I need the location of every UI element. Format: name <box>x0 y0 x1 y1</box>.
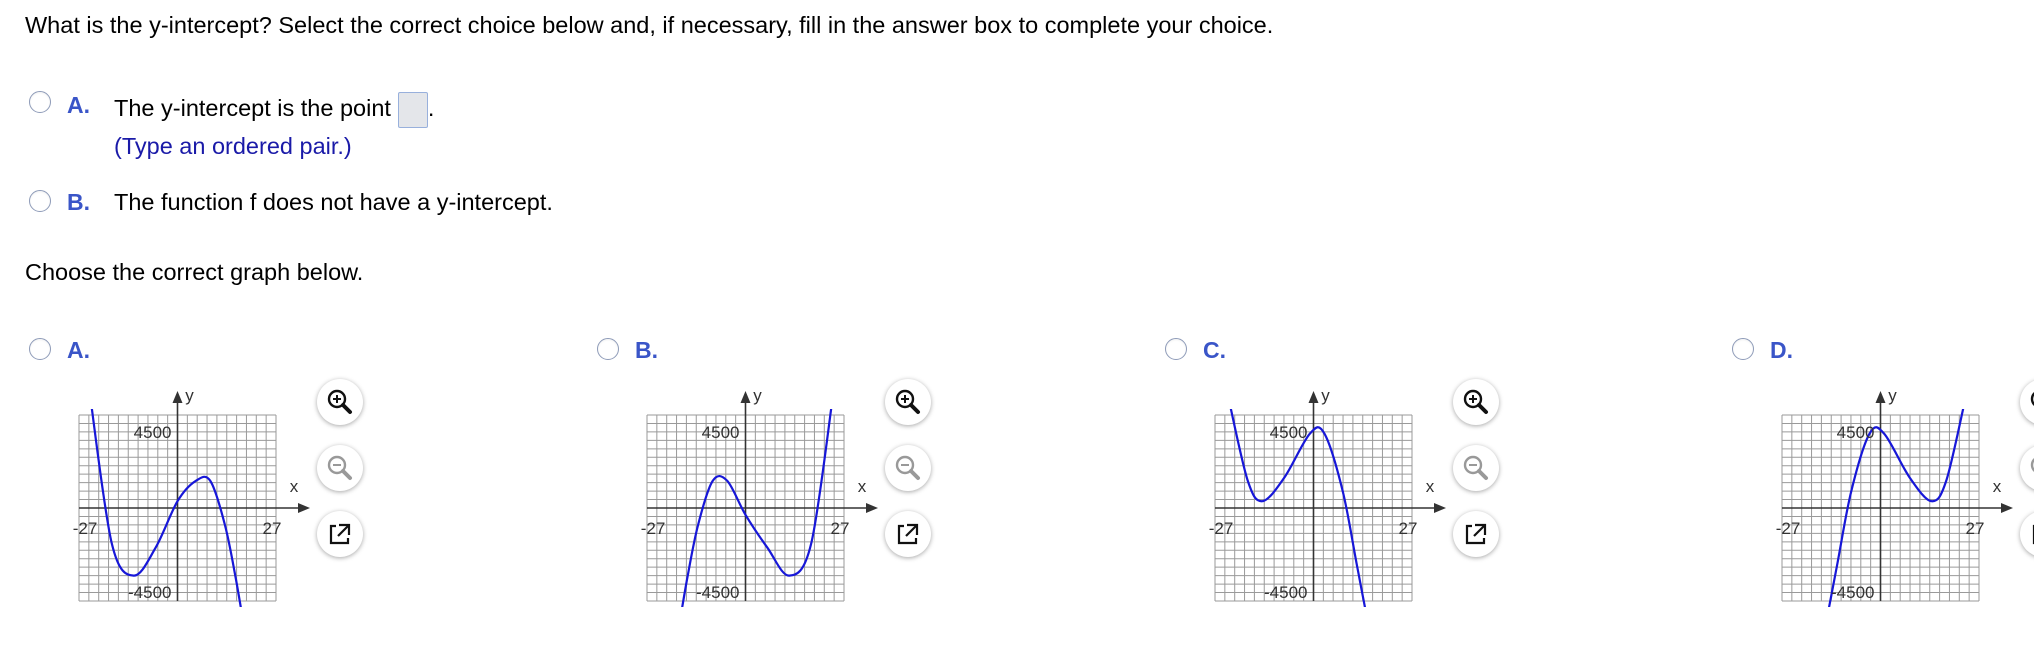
x-axis-arrow <box>2001 503 2013 513</box>
zoom-in-button[interactable] <box>885 379 931 425</box>
choice-b-letter: B. <box>67 189 90 215</box>
open-new-window-icon <box>2020 511 2034 557</box>
zoom-out-icon <box>885 445 931 491</box>
y-axis-arrow <box>1876 391 1886 403</box>
x-axis-label: x <box>289 477 299 496</box>
zoom-in-button[interactable] <box>2020 379 2034 425</box>
y-axis-label: y <box>753 386 762 405</box>
x-max-tick-label: 27 <box>262 519 282 538</box>
choice-b-text: The function f does not have a y-intercept. <box>114 189 553 215</box>
x-max-tick-label: 27 <box>1398 519 1418 538</box>
zoom-in-icon <box>885 379 931 425</box>
zoom-in-icon <box>317 379 363 425</box>
x-min-tick-label: -27 <box>640 519 666 538</box>
y-axis-arrow <box>1309 391 1319 403</box>
open-new-window-icon <box>1453 511 1499 557</box>
open-new-window-button[interactable] <box>317 511 363 557</box>
zoom-out-button[interactable] <box>1453 445 1499 491</box>
x-axis-label: x <box>857 477 867 496</box>
x-axis-arrow <box>298 503 310 513</box>
choice-a-period: . <box>427 95 435 122</box>
open-new-window-button[interactable] <box>1453 511 1499 557</box>
choice-a-label: The y-intercept is the point <box>114 95 391 122</box>
x-max-tick-label: 27 <box>830 519 850 538</box>
zoom-in-button[interactable] <box>317 379 363 425</box>
function-curve <box>676 395 833 610</box>
graph-option-1 <box>623 380 883 610</box>
graph-option-letter-3: D. <box>1770 337 1793 363</box>
open-new-window-button[interactable] <box>885 511 931 557</box>
y-axis-label: y <box>185 386 194 405</box>
graph-option-2 <box>1191 380 1451 610</box>
zoom-out-button[interactable] <box>2020 445 2034 491</box>
x-max-tick-label: 27 <box>1965 519 1985 538</box>
x-axis-label: x <box>1992 477 2002 496</box>
zoom-in-button[interactable] <box>1453 379 1499 425</box>
zoom-out-icon <box>1453 445 1499 491</box>
answer-hint: (Type an ordered pair.) <box>114 133 352 159</box>
y-axis-arrow <box>741 391 751 403</box>
y-min-tick-label: -4500 <box>1264 583 1308 603</box>
x-min-tick-label: -27 <box>72 519 98 538</box>
zoom-out-icon <box>317 445 363 491</box>
x-min-tick-label: -27 <box>1775 519 1801 538</box>
y-axis-arrow <box>173 391 183 403</box>
answer-input-box[interactable] <box>398 92 428 128</box>
open-new-window-button[interactable] <box>2020 511 2034 557</box>
zoom-out-icon <box>2020 445 2034 491</box>
y-max-tick-label: 4500 <box>1836 422 1875 442</box>
graph-question-prompt: Choose the correct graph below. <box>25 259 364 285</box>
x-axis-arrow <box>1434 503 1446 513</box>
x-axis-arrow <box>866 503 878 513</box>
open-new-window-icon <box>885 511 931 557</box>
graph-option-letter-1: B. <box>635 337 658 363</box>
open-new-window-icon <box>317 511 363 557</box>
choice-a-letter: A. <box>67 92 90 118</box>
graph-option-letter-2: C. <box>1203 337 1226 363</box>
graph-option-3 <box>1758 380 2018 610</box>
y-min-tick-label: -4500 <box>696 583 740 603</box>
y-max-tick-label: 4500 <box>133 422 172 442</box>
y-max-tick-label: 4500 <box>701 422 740 442</box>
choice-a-text <box>114 92 434 128</box>
zoom-in-icon <box>1453 379 1499 425</box>
zoom-out-button[interactable] <box>317 445 363 491</box>
graph-option-radio-2[interactable] <box>1165 338 1187 360</box>
choice-a-radio[interactable] <box>29 91 51 113</box>
y-axis-label: y <box>1888 386 1897 405</box>
y-axis-label: y <box>1321 386 1330 405</box>
graph-option-radio-3[interactable] <box>1732 338 1754 360</box>
y-max-tick-label: 4500 <box>1269 422 1308 442</box>
x-axis-label: x <box>1425 477 1435 496</box>
choice-b-radio[interactable] <box>29 190 51 212</box>
y-min-tick-label: -4500 <box>1831 583 1875 603</box>
question-prompt: What is the y-intercept? Select the correct choice below and, if necessary, fill in the answer box to complete your choice. <box>25 12 1274 38</box>
graph-option-0 <box>55 380 315 610</box>
graph-option-letter-0: A. <box>67 337 90 363</box>
graph-option-radio-1[interactable] <box>597 338 619 360</box>
x-min-tick-label: -27 <box>1208 519 1234 538</box>
zoom-in-icon <box>2020 379 2034 425</box>
zoom-out-button[interactable] <box>885 445 931 491</box>
graph-option-radio-0[interactable] <box>29 338 51 360</box>
y-min-tick-label: -4500 <box>128 583 172 603</box>
